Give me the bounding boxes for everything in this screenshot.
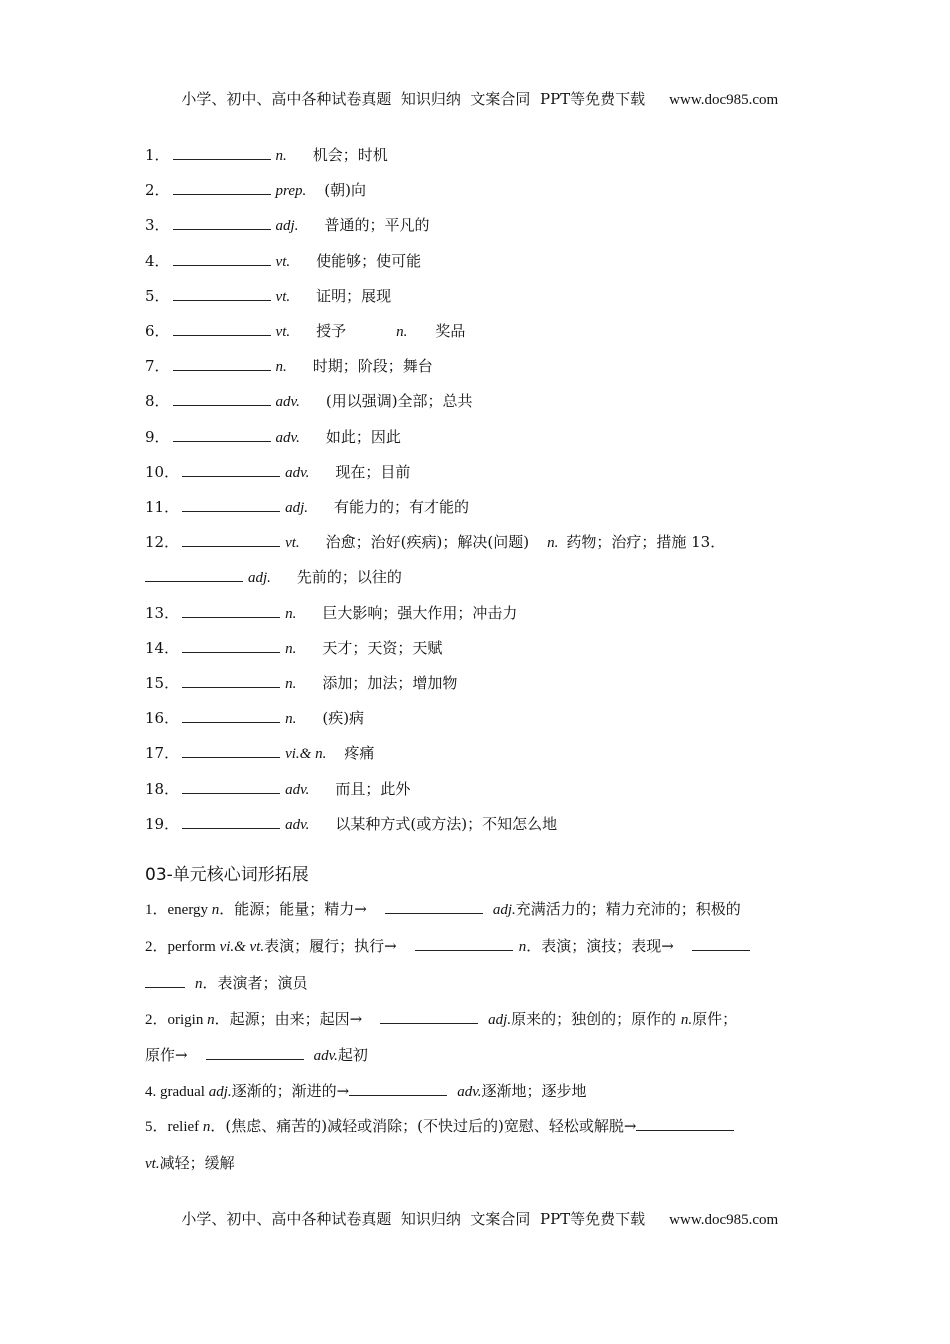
vocab-item	[145, 742, 374, 764]
answer-blank[interactable]	[182, 531, 280, 547]
answer-blank[interactable]	[182, 672, 280, 688]
header-text: 小学、初中、高中各种试卷真题 知识归纳 文案合同 PPT等免费下载	[181, 90, 646, 108]
vocab-number: 6．	[145, 322, 170, 340]
vocab-number: 10．	[145, 463, 180, 481]
meaning: 证明；展现	[316, 287, 392, 305]
part-of-speech: adj.	[275, 218, 299, 234]
vocab-number: 12．	[145, 533, 180, 551]
answer-blank[interactable]	[182, 461, 280, 477]
vocab-item	[145, 461, 410, 483]
answer-blank[interactable]	[415, 935, 513, 951]
vocab-item	[145, 707, 364, 729]
answer-blank[interactable]	[145, 566, 243, 582]
section-title: 03-单元核心词形拓展	[145, 865, 309, 885]
answer-blank[interactable]	[173, 285, 271, 301]
vocab-number: 19．	[145, 815, 180, 833]
answer-blank[interactable]	[182, 813, 280, 829]
vocab-item	[145, 602, 517, 624]
vocab-item	[145, 637, 442, 659]
expansion-line-8: vt.减轻；缓解	[145, 1154, 235, 1172]
vocab-number: 11．	[145, 498, 180, 516]
meaning: 天才；天资；天赋	[322, 639, 443, 657]
answer-blank[interactable]	[182, 637, 280, 653]
vocab-item	[145, 390, 473, 412]
part-of-speech: adj.	[285, 500, 309, 516]
vocab-number: 5．	[145, 287, 170, 305]
answer-blank[interactable]	[173, 214, 271, 230]
part-of-speech: vi.& n.	[285, 746, 327, 762]
vocab-item	[145, 285, 391, 307]
expansion-line-2: 2．perform vi.& vt.表演；履行；执行→ n．表演；演技；表现→	[145, 935, 750, 957]
vocab-item	[145, 778, 410, 800]
vocab-number: 2．	[145, 181, 170, 199]
vocab-item	[145, 531, 725, 553]
answer-blank[interactable]	[182, 602, 280, 618]
meaning-2: 药物；治疗；措施 13．	[566, 533, 726, 551]
answer-blank[interactable]	[692, 935, 750, 951]
part-of-speech: n.	[285, 606, 297, 622]
vocab-number: 1．	[145, 146, 170, 164]
vocab-item	[145, 496, 469, 518]
meaning: 使能够；使可能	[316, 252, 422, 270]
vocab-number: 7．	[145, 357, 170, 375]
part-of-speech: n.	[285, 711, 297, 727]
part-of-speech: vt.	[275, 324, 291, 340]
vocab-number: 14．	[145, 639, 180, 657]
page-footer	[0, 1190, 950, 1229]
page-header	[0, 70, 950, 109]
vocab-number: 8．	[145, 392, 170, 410]
footer-text: 小学、初中、高中各种试卷真题 知识归纳 文案合同 PPT等免费下载	[181, 1210, 646, 1228]
header-site: www.doc985.com	[669, 92, 779, 108]
meaning-2: 奖品	[435, 322, 466, 340]
vocab-number: 15．	[145, 674, 180, 692]
part-of-speech: adv.	[275, 430, 300, 446]
answer-blank[interactable]	[173, 250, 271, 266]
part-of-speech: prep.	[275, 183, 307, 199]
answer-blank[interactable]	[173, 179, 271, 195]
answer-blank-cont[interactable]	[145, 972, 185, 988]
answer-blank[interactable]	[173, 320, 271, 336]
part-of-speech-2: n.	[547, 535, 559, 551]
meaning: 机会；时机	[312, 146, 388, 164]
vocab-number: 3．	[145, 216, 170, 234]
vocab-number: 9．	[145, 428, 170, 446]
meaning: 治愈；治好(疾病)；解决(问题)	[325, 533, 530, 551]
vocab-item	[145, 355, 433, 377]
meaning: 现在；目前	[335, 463, 411, 481]
part-of-speech: vt.	[275, 289, 291, 305]
meaning: 疼痛	[344, 744, 375, 762]
meaning: (用以强调)全部；总共	[325, 392, 473, 410]
vocab-item	[145, 672, 457, 694]
answer-blank[interactable]	[349, 1080, 447, 1096]
meaning: 授予	[316, 322, 347, 340]
meaning: 如此；因此	[325, 428, 401, 446]
answer-blank[interactable]	[173, 355, 271, 371]
answer-blank[interactable]	[385, 898, 483, 914]
vocab-item	[145, 566, 402, 588]
part-of-speech: n.	[275, 359, 287, 375]
answer-blank[interactable]	[636, 1115, 734, 1131]
vocab-number: 16．	[145, 709, 180, 727]
meaning: 以某种方式(或方法)；不知怎么地	[335, 815, 558, 833]
part-of-speech: vt.	[285, 535, 300, 551]
expansion-line-3: n．表演者；演员	[145, 972, 308, 994]
part-of-speech: adv.	[275, 394, 300, 410]
expansion-line-6: 4. gradual adj.逐渐的；渐进的→ adv.逐渐地；逐步地	[145, 1082, 587, 1100]
vocab-item	[145, 214, 429, 236]
vocab-number: 4．	[145, 252, 170, 270]
part-of-speech: n.	[285, 676, 297, 692]
answer-blank[interactable]	[182, 707, 280, 723]
vocab-item	[145, 179, 366, 201]
answer-blank[interactable]	[182, 778, 280, 794]
expansion-line-4: 2．origin n．起源；由来；起因→ adj.原来的；独创的；原作的 n.原件；	[145, 1010, 738, 1028]
footer-site: www.doc985.com	[669, 1212, 779, 1228]
vocab-item	[145, 144, 388, 166]
vocab-item	[145, 426, 401, 448]
meaning: 时期；阶段；舞台	[312, 357, 433, 375]
part-of-speech-2: n.	[396, 324, 408, 340]
meaning: 巨大影响；强大作用；冲击力	[322, 604, 518, 622]
answer-blank[interactable]	[173, 144, 271, 160]
answer-blank[interactable]	[173, 390, 271, 406]
answer-blank[interactable]	[206, 1044, 304, 1060]
meaning: 有能力的；有才能的	[334, 498, 470, 516]
vocab-number: 18．	[145, 780, 180, 798]
part-of-speech: vt.	[275, 254, 291, 270]
expansion-line-1: 1．energy n．能源；能量；精力→ adj.充满活力的；精力充沛的；积极的	[145, 900, 741, 918]
vocab-number: 17．	[145, 744, 180, 762]
expansion-line-5: 原作→ adv.起初	[145, 1046, 368, 1064]
part-of-speech: adv.	[285, 817, 310, 833]
meaning: (朝)向	[324, 181, 366, 199]
expansion-line-7: 5．relief n．(焦虑、痛苦的)减轻或消除；(不快过后的)宽慰、轻松或解脱→	[145, 1115, 734, 1137]
meaning: 添加；加法；增加物	[322, 674, 458, 692]
part-of-speech: adj.	[248, 570, 271, 586]
answer-blank[interactable]	[182, 496, 280, 512]
meaning: (疾)病	[322, 709, 365, 727]
vocab-number: 13．	[145, 604, 180, 622]
meaning: 普通的；平凡的	[324, 216, 430, 234]
answer-blank[interactable]	[173, 426, 271, 442]
part-of-speech: n.	[275, 148, 287, 164]
vocab-item	[145, 320, 465, 342]
meaning: 而且；此外	[335, 780, 411, 798]
part-of-speech: adv.	[285, 782, 310, 798]
meaning: 先前的；以往的	[296, 568, 402, 586]
answer-blank[interactable]	[182, 742, 280, 758]
answer-blank[interactable]	[380, 1008, 478, 1024]
part-of-speech: adv.	[285, 465, 310, 481]
part-of-speech: n.	[285, 641, 297, 657]
vocab-item	[145, 250, 421, 272]
vocab-item	[145, 813, 557, 835]
